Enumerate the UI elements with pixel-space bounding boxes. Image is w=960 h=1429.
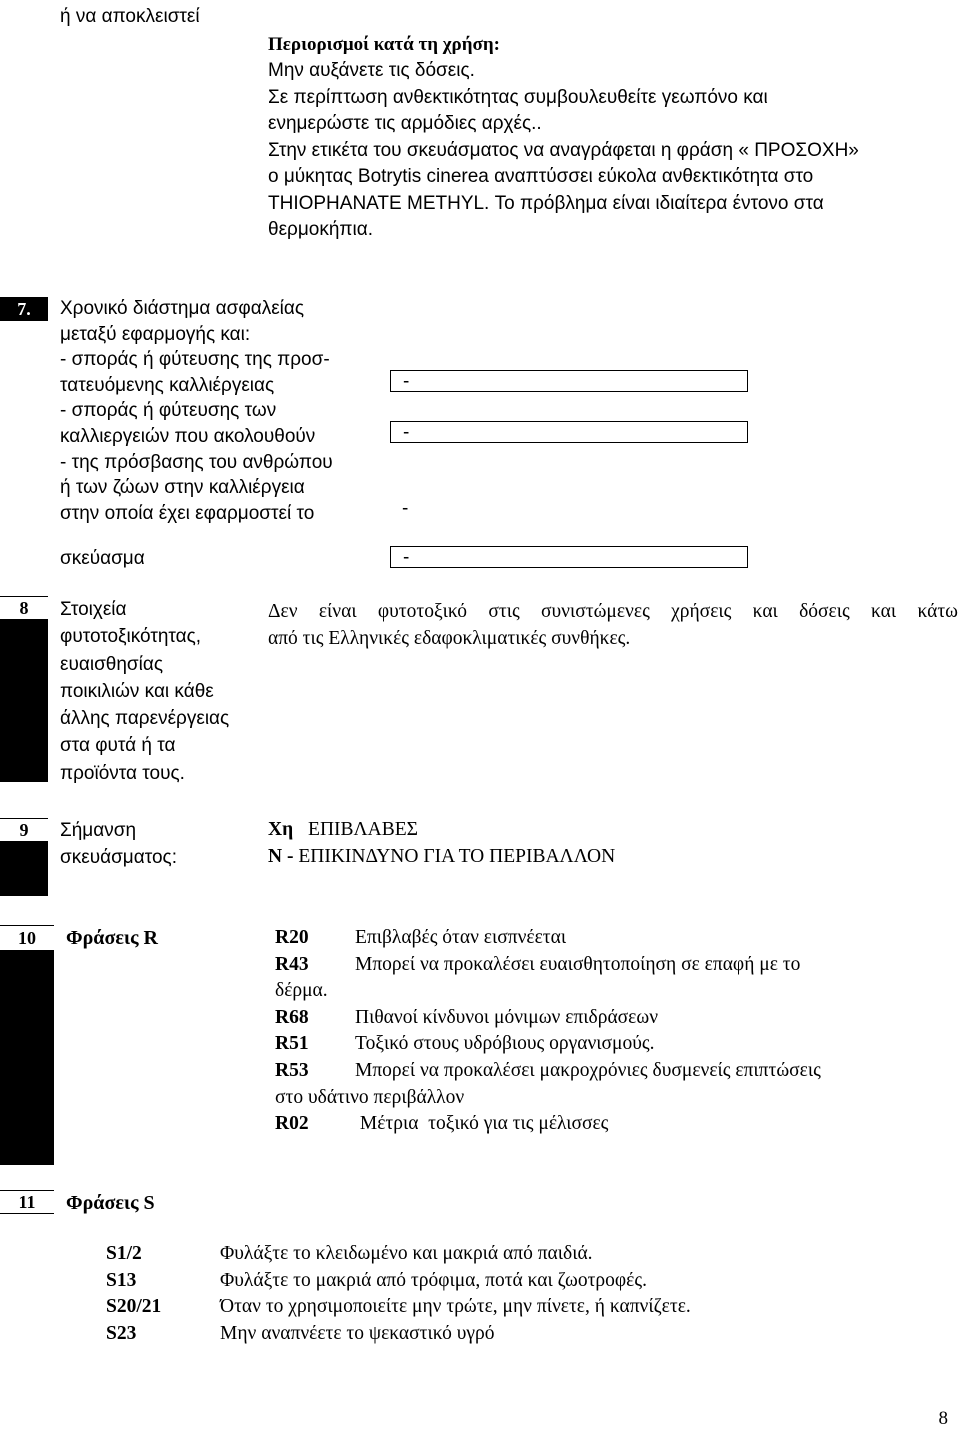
section8-label-line: φυτοτοξικότητας, — [60, 626, 202, 648]
interval-value-box: - — [390, 370, 748, 392]
r-phrase — [275, 1005, 821, 1032]
phrase-code: R68 — [275, 1006, 309, 1028]
section8-label-line: στα φυτά ή τα — [60, 735, 176, 757]
s-phrase — [106, 1268, 691, 1295]
restrictions-line: ενημερώστε τις αρμόδιες αρχές.. — [268, 113, 542, 134]
phrase-text: Μην αναπνέετε το ψεκαστικό υγρό — [220, 1322, 495, 1344]
phrase-text: Φυλάξτε το μακριά από τρόφιμα, ποτά και ζωοτροφές. — [220, 1269, 647, 1291]
interval-value: - — [402, 498, 409, 519]
s-phrase — [106, 1321, 691, 1348]
section9-label-line: σκευάσματος: — [60, 847, 177, 868]
section9-label-line: Σήμανση — [60, 820, 137, 841]
section7-line: - σποράς ή φύτευσης των — [60, 400, 277, 422]
section-number: 7. — [6, 298, 42, 320]
r-phrase — [275, 925, 821, 952]
section8-label-line: άλλης παρενέργειας — [60, 708, 230, 730]
section7-line: - της πρόσβασης του ανθρώπου — [60, 451, 333, 473]
restrictions-text — [268, 58, 859, 244]
phrase-code: R02 — [275, 1113, 309, 1135]
r-phrase — [275, 952, 821, 979]
phrase-code: R20 — [275, 927, 309, 948]
restrictions-line: Μην αυξάνετε τις δόσεις. — [268, 60, 475, 81]
s-phrases-list — [106, 1241, 691, 1347]
restrictions-heading: Περιορισμοί κατά τη χρήση: — [268, 34, 500, 55]
phrase-code: R51 — [275, 1033, 309, 1055]
restrictions-line: Στην ετικέτα του σκευάσματος να αναγράφεται η φράση « ΠΡΟΣΟΧΗ» — [268, 139, 859, 161]
phrase-code: R53 — [275, 1059, 309, 1081]
phrase-text: Όταν το χρησιμοποιείτε μην τρώτε, μην πίνετε, ή καπνίζετε. — [220, 1296, 691, 1318]
section8-label-line: Στοιχεία — [60, 599, 127, 620]
section7-line: στην οποία έχει εφαρμοστεί το — [60, 502, 315, 524]
phrase-text: Μπορεί να προκαλέσει μακροχρόνιες δυσμενείς επιπτώσεις — [355, 1059, 821, 1081]
r-phrase — [275, 1058, 821, 1085]
section-number-bar — [0, 596, 48, 782]
interval-value-box: - — [390, 421, 748, 443]
r-phrases-title: Φράσεις R — [66, 927, 158, 949]
restrictions-line: THIOPHANATE METHYL. Το πρόβλημα είναι ιδιαίτερα έντονο στα — [268, 192, 824, 214]
section7-line: - σποράς ή φύτευσης της προσ- — [60, 349, 330, 371]
section7-line: Χρονικό διάστημα ασφαλείας — [60, 298, 305, 319]
phrase-text: Επιβλαβές όταν εισπνέεται — [355, 927, 567, 948]
r-phrase — [275, 1111, 821, 1138]
hazard-text: ΕΠΙΒΛΑΒΕΣ — [308, 819, 419, 840]
phrase-code: S1/2 — [106, 1243, 142, 1264]
section8-label-line: προϊόντα τους. — [60, 762, 185, 784]
hazard-symbol: N - — [268, 846, 294, 867]
section7-line: ή των ζώων στην καλλιέργεια — [60, 477, 305, 499]
phrase-text-continued: στο υδάτινο περιβάλλον — [275, 1086, 465, 1108]
section-number-bar — [0, 925, 54, 1165]
hazard-label-harmful — [268, 817, 418, 843]
r-phrases-list — [275, 925, 821, 1138]
phrase-code: R43 — [275, 953, 309, 975]
restrictions-line: θερμοκήπια. — [268, 219, 374, 240]
section-number: 9 — [0, 819, 48, 841]
phrase-text: Μπορεί να προκαλέσει ευαισθητοποίηση σε επαφή με το — [355, 953, 801, 975]
section7-line: τατευόμενης καλλιέργειας — [60, 374, 275, 396]
hazard-label-environment — [268, 844, 615, 870]
section7-line: μεταξύ εφαρμογής και: — [60, 323, 251, 345]
phrase-code: S20/21 — [106, 1296, 162, 1318]
hazard-symbol: Xη — [268, 819, 294, 840]
s-phrase — [106, 1294, 691, 1321]
page-number: 8 — [938, 1408, 948, 1429]
s-phrase — [106, 1241, 691, 1268]
section8-text-line: από τις Ελληνικές εδαφοκλιματικές συνθήκες. — [268, 628, 631, 649]
phrase-text: Φυλάξτε το κλειδωμένο και μακριά από παιδιά. — [220, 1243, 593, 1264]
restrictions-line: Σε περίπτωση ανθεκτικότητας συμβουλευθείτε γεωπόνο και — [268, 86, 768, 108]
s-phrases-title: Φράσεις S — [66, 1192, 155, 1214]
phrase-text: Τοξικό στους υδρόβιους οργανισμούς. — [355, 1033, 655, 1055]
section8-text — [268, 598, 958, 652]
section7-line: καλλιεργειών που ακολουθούν — [60, 425, 316, 447]
r-phrase — [275, 1031, 821, 1058]
section-number: 10 — [0, 926, 54, 950]
section8-label-line: ευαισθησίας — [60, 653, 164, 675]
phrase-code: S23 — [106, 1322, 137, 1344]
text-fragment: ή να αποκλειστεί — [60, 6, 200, 27]
section8-text-line: Δεν είναι φυτοτοξικό στις συνιστώμενες χρήσεις και δόσεις και κάτω — [268, 601, 958, 622]
section7-line: σκεύασμα — [60, 548, 145, 569]
section8-label — [60, 596, 229, 787]
section9-label — [60, 817, 177, 871]
phrase-code: S13 — [106, 1269, 137, 1291]
phrase-text: Πιθανοί κίνδυνοι μόνιμων επιδράσεων — [355, 1006, 659, 1028]
section8-label-line: ποικιλιών και κάθε — [60, 680, 214, 702]
hazard-text: ΕΠΙΚΙΝΔΥΝΟ ΓΙΑ ΤΟ ΠΕΡΙΒΑΛΛΟΝ — [298, 846, 616, 867]
interval-value-box: - — [390, 546, 748, 568]
section7-label — [60, 296, 333, 526]
phrase-text: Μέτρια τοξικό για τις μέλισσες — [355, 1113, 609, 1135]
restrictions-line: ο μύκητας Botrytis cinerea αναπτύσσει εύκολα ανθεκτικότητα στο — [268, 166, 814, 187]
section-number: 11 — [0, 1191, 54, 1213]
phrase-text-continued: δέρμα. — [275, 980, 328, 1002]
section-number: 8 — [0, 597, 48, 619]
